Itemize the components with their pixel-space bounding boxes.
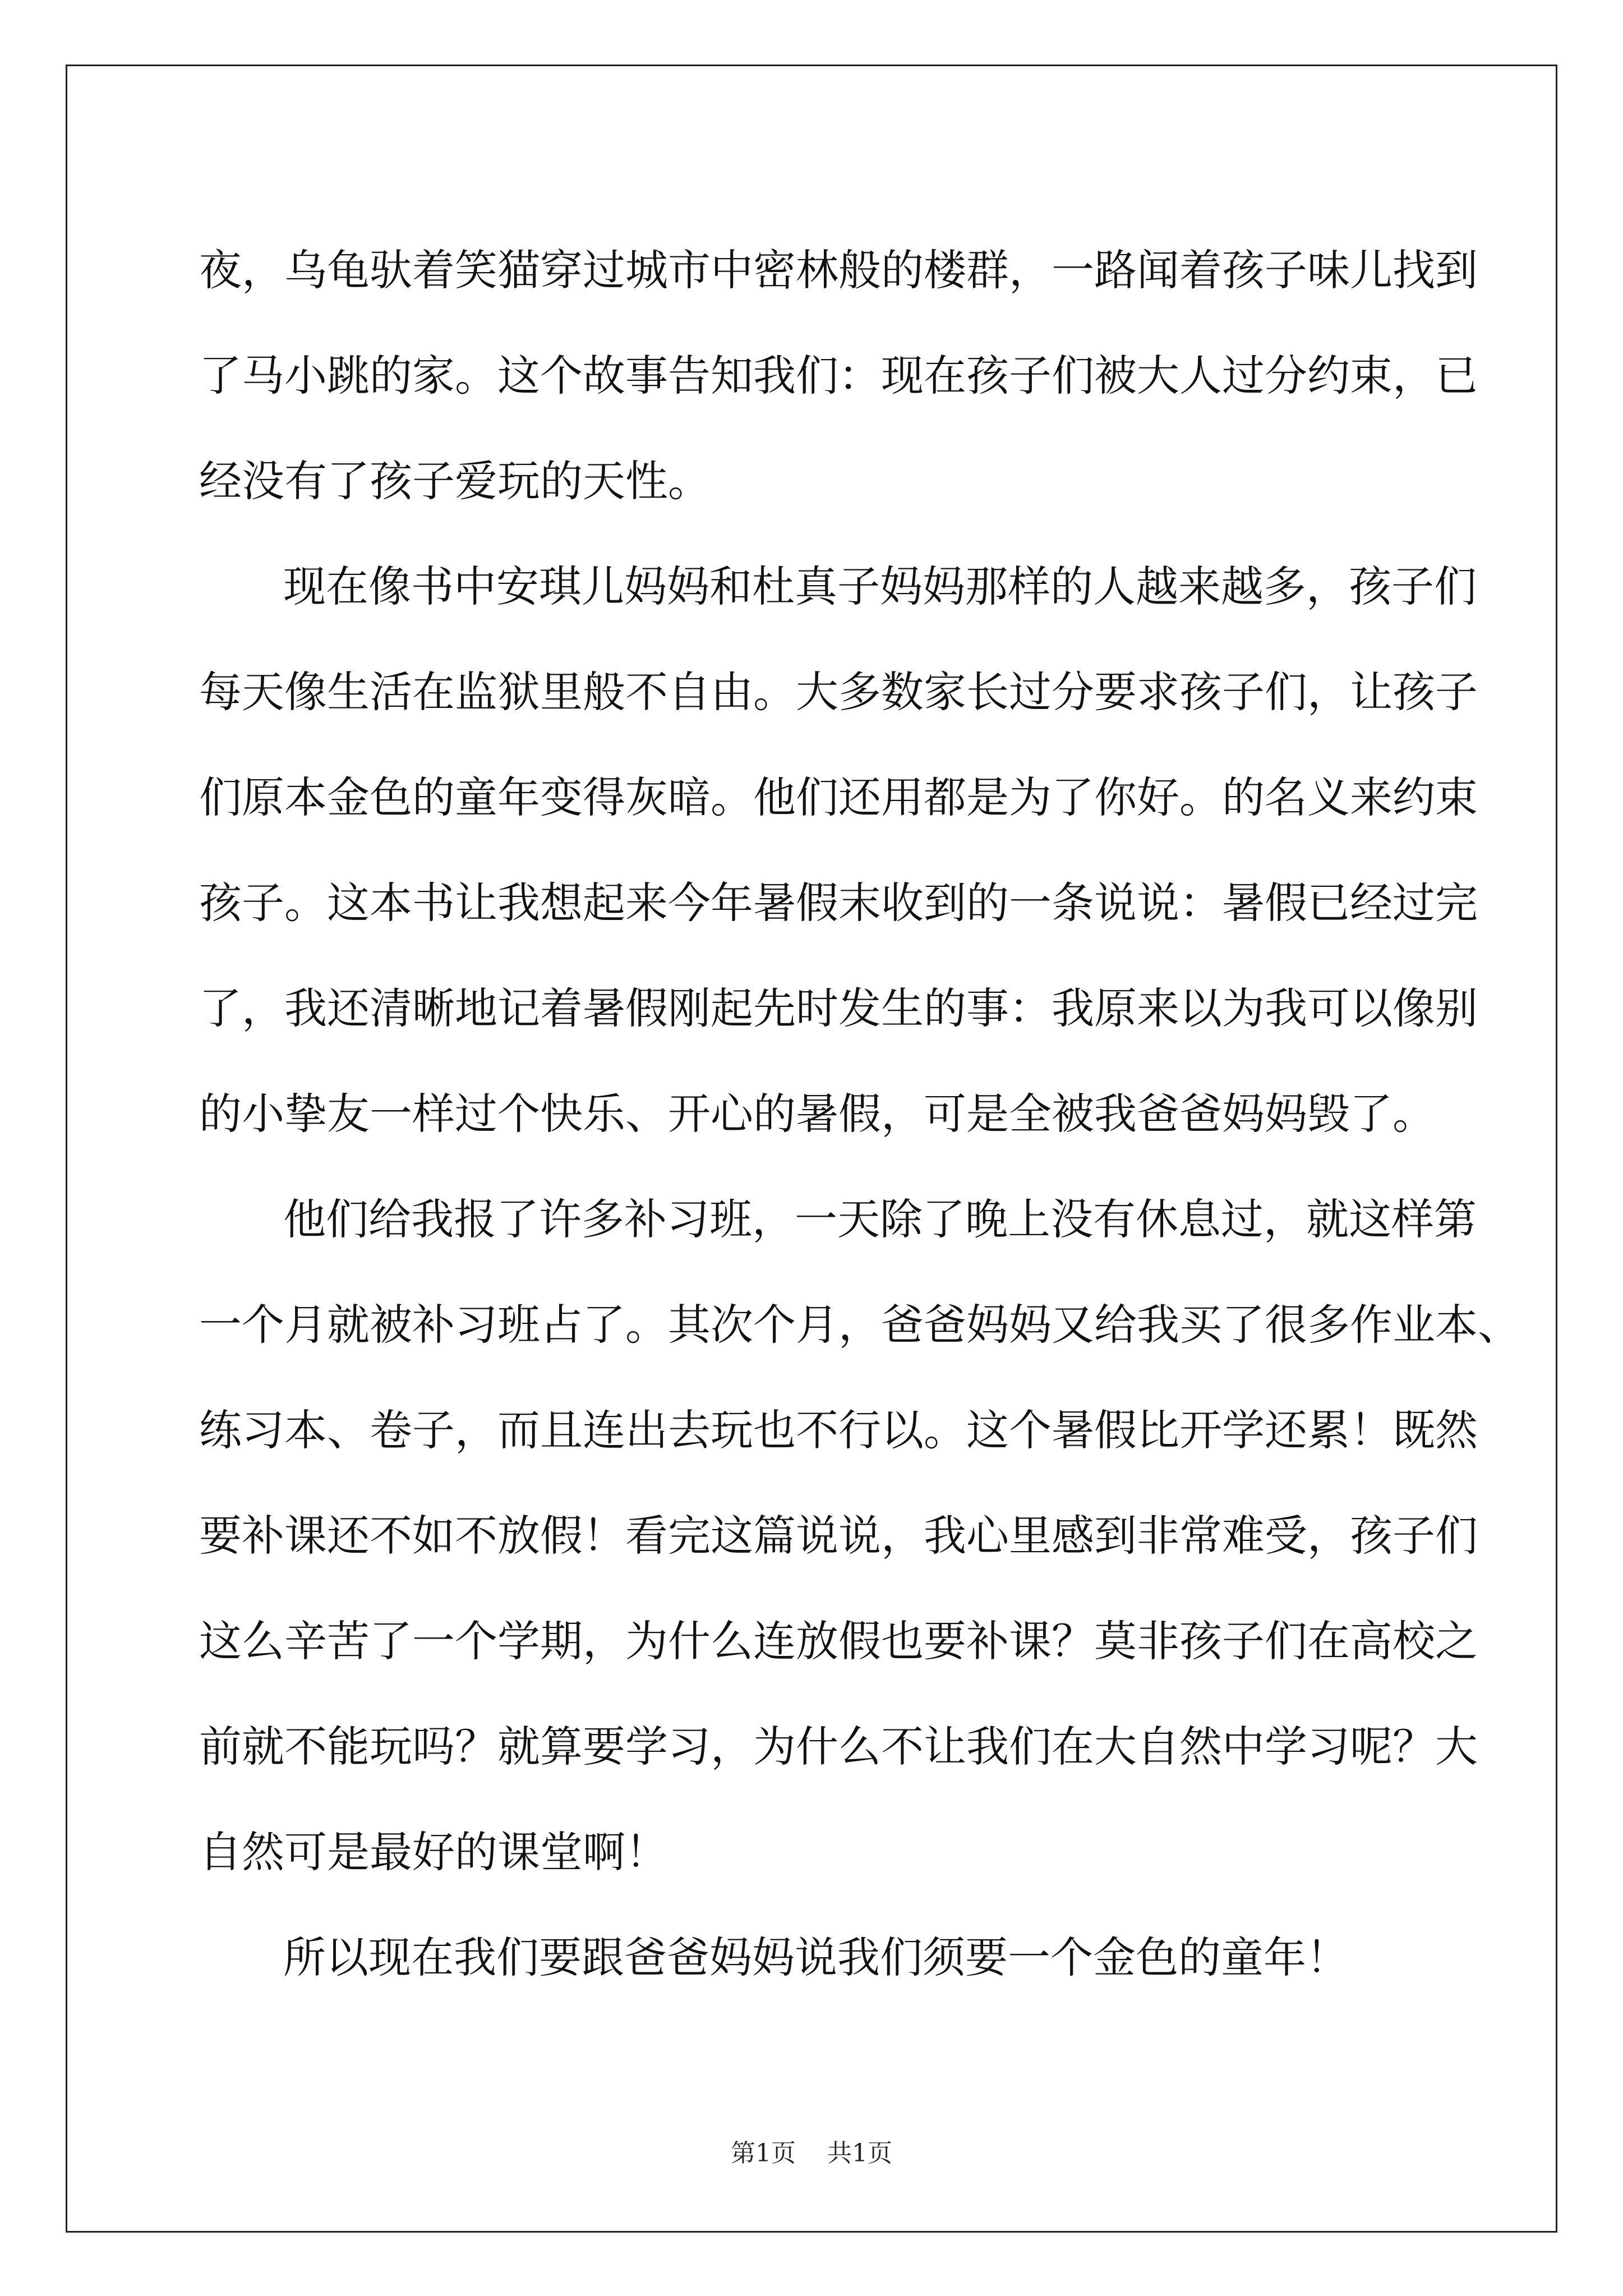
page-number: 第1页 [731, 2139, 796, 2168]
paragraph-4 [199, 1905, 1433, 2010]
paragraph-3 [199, 1167, 1520, 1905]
text-line: 要补课还不如不放假！看完这篇说说，我心里感到非常难受，孩子们 [199, 1511, 1478, 1561]
text-line: 自然可是最好的课堂啊！ [199, 1827, 668, 1877]
page-footer [0, 2133, 1623, 2169]
page-total: 共1页 [827, 2139, 892, 2168]
text-line: 练习本、卷子，而且连出去玩也不行以。这个暑假比开学还累！既然 [199, 1405, 1478, 1455]
text-line: 经没有了孩子爱玩的天性。 [199, 456, 711, 506]
text-line: 现在像书中安琪儿妈妈和杜真子妈妈那样的人越来越多，孩子们 [283, 562, 1477, 611]
paragraph-2 [199, 534, 1478, 1167]
text-line: 他们给我报了许多补习班，一天除了晚上没有休息过，就这样第 [283, 1194, 1477, 1244]
text-line: 所以现在我们要跟爸爸妈妈说我们须要一个金色的童年！ [283, 1932, 1349, 1982]
text-line: 孩子。这本书让我想起来今年暑假末收到的一条说说：暑假已经过完 [199, 878, 1478, 928]
text-line: 这么辛苦了一个学期，为什么连放假也要补课？莫非孩子们在高校之 [199, 1616, 1478, 1666]
text-line: 了，我还清晰地记着暑假刚起先时发生的事：我原来以为我可以像别 [199, 983, 1478, 1033]
text-line: 了马小跳的家。这个故事告知我们：现在孩子们被大人过分约束，已 [199, 351, 1478, 401]
text-line: 一个月就被补习班占了。其次个月，爸爸妈妈又给我买了很多作业本、 [199, 1300, 1520, 1350]
text-line: 每天像生活在监狱里般不自由。大多数家长过分要求孩子们，让孩子 [199, 667, 1478, 717]
document-body [199, 218, 1520, 2010]
paragraph-1 [199, 218, 1478, 534]
text-line: 的小挚友一样过个快乐、开心的暑假，可是全被我爸爸妈妈毁了。 [199, 1089, 1435, 1139]
text-line: 前就不能玩吗？就算要学习，为什么不让我们在大自然中学习呢？大 [199, 1722, 1478, 1772]
text-line: 们原本金色的童年变得灰暗。他们还用都是为了你好。的名义来约束 [199, 772, 1478, 822]
text-line: 夜，乌龟驮着笑猫穿过城市中密林般的楼群，一路闻着孩子味儿找到 [199, 245, 1478, 295]
